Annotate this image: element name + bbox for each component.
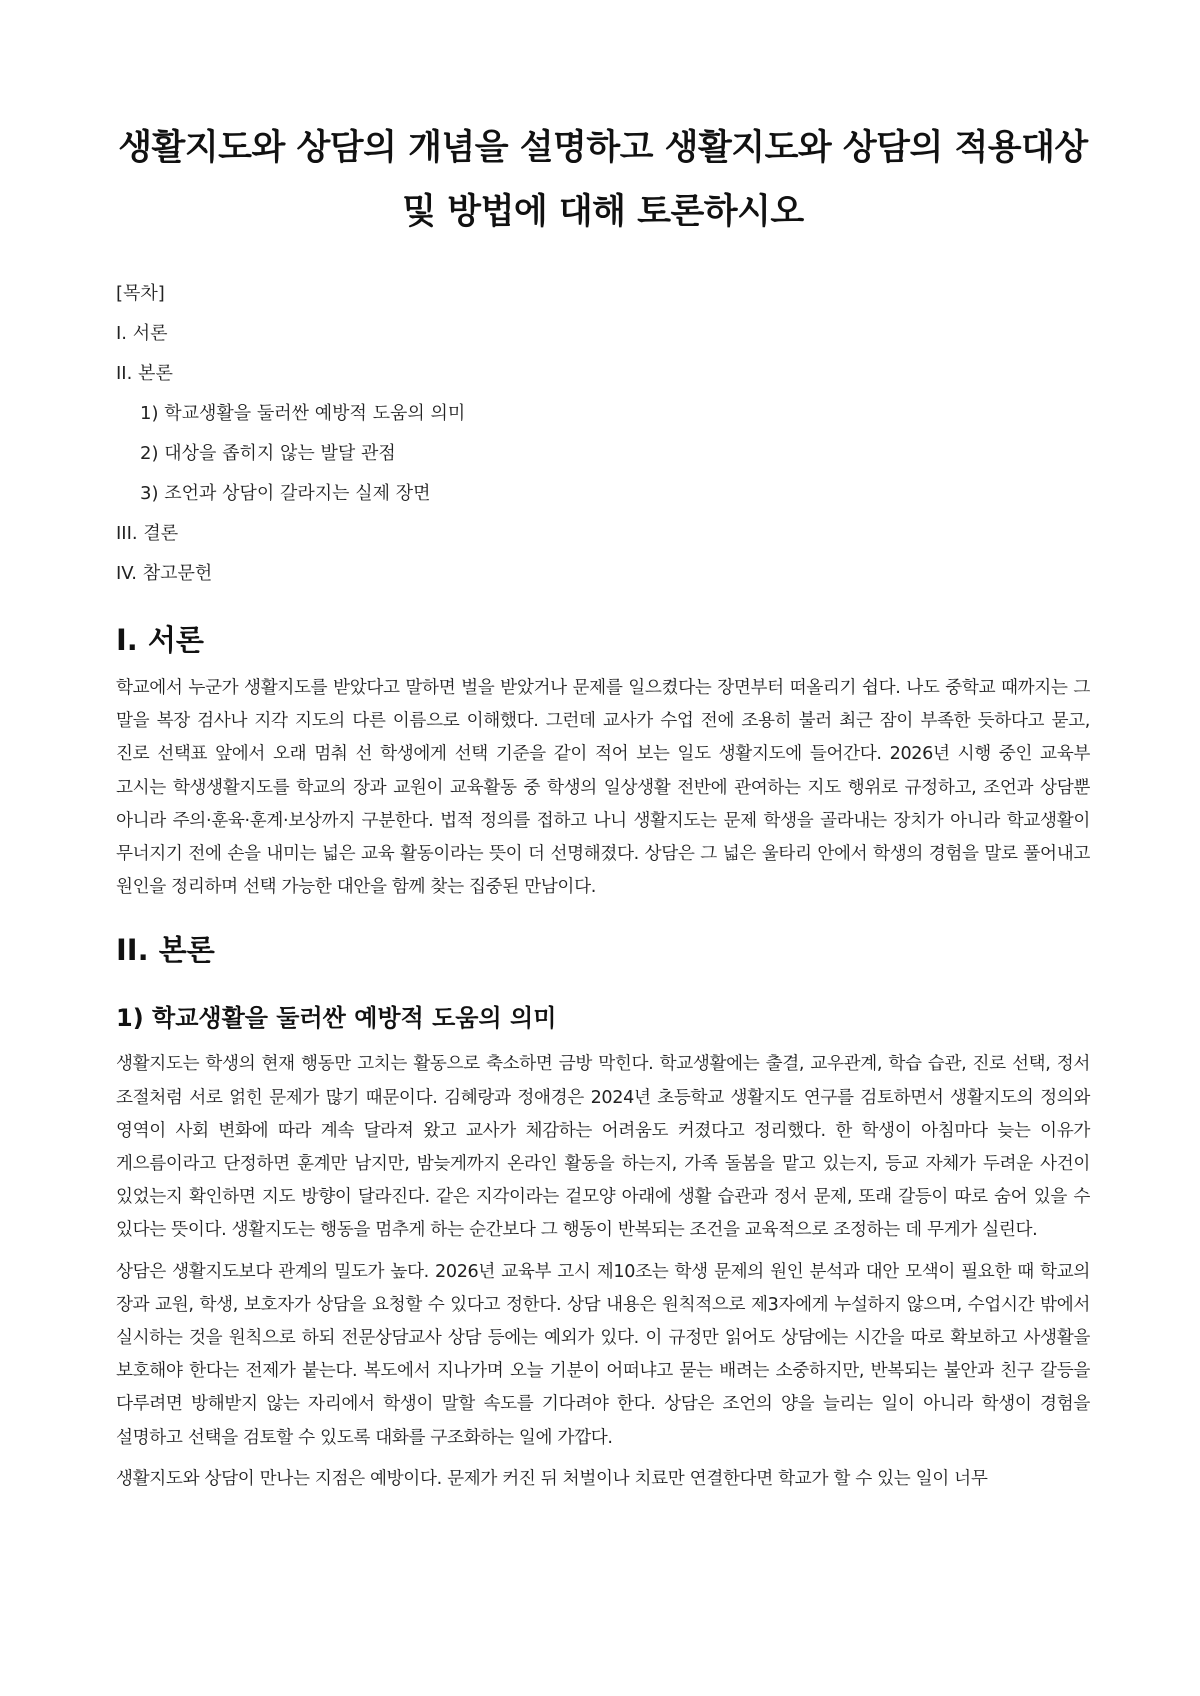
toc-item-main-body: II. 본론 (116, 363, 173, 384)
introduction-paragraph: 학교에서 누군가 생활지도를 받았다고 말하면 벌을 받았거나 문제를 일으켰다는 장면부터 떠올리기 쉽다. 나도 중학교 때까지는 그 말을 복장 검사나 지각 지도의 다른 이름으로 이해했다. 그런데 교사가 수업 전에 조용히 불러 최근 잠이 부족한 듯하다고 묻고, 진로 선택표 앞에서 오래 멈춰 선 학생에게 선택 기준을 같이 적어 보는 일도 생활지도에 들어간다. 2026년 시행 중인 교육부 고시는 학생생활지도를 학교의 장과 교원이 교육활동 중 학생의 일상생활 전반에 관여하는 지도 행위로 규정하고, 조언과 상담뿐 아니라 주의·훈육·훈계·보상까지 구분한다. 법적 정의를 접하고 나니 생활지도는 문제 학생을 골라내는 장치가 아니라 학교생활이 무너지기 전에 손을 내미는 넓은 교육 활동이라는 뜻이 더 선명해졌다. 상담은 그 넓은 울타리 안에서 학생의 경험을 말로 풀어내고 원인을 정리하며 선택 가능한 대안을 함께 찾는 집중된 만남이다. (116, 678, 1090, 898)
toc-label: [목차] (116, 283, 165, 304)
toc-item-subsection-3: 3) 조언과 상담이 갈라지는 실제 장면 (140, 483, 431, 504)
body-paragraph-3: 생활지도와 상담이 만나는 지점은 예방이다. 문제가 커진 뒤 처벌이나 치료만 연결한다면 학교가 할 수 있는 일이 너무 (116, 1468, 988, 1489)
toc-item-conclusion: III. 결론 (116, 523, 179, 544)
toc-item-subsection-2: 2) 대상을 좁히지 않는 발달 관점 (140, 443, 396, 464)
subsection-heading-1: 1) 학교생활을 둘러싼 예방적 도움의 의미 (116, 1004, 557, 1033)
body-paragraph-2: 상담은 생활지도보다 관계의 밀도가 높다. 2026년 교육부 고시 제10조는 학생 문제의 원인 분석과 대안 모색이 필요한 때 학교의 장과 교원, 학생, 보호자가 상담을 요청할 수 있다고 정한다. 상담 내용은 원칙적으로 제3자에게 누설하지 않으며, 수업시간 밖에서 실시하는 것을 원칙으로 하되 전문상담교사 상담 등에는 예외가 있다. 이 규정만 읽어도 상담에는 시간을 따로 확보하고 사생활을 보호해야 한다는 전제가 붙는다. 복도에서 지나가며 오늘 기분이 어떠냐고 묻는 배려는 소중하지만, 반복되는 불안과 친구 갈등을 다루려면 방해받지 않는 자리에서 학생이 말할 속도를 기다려야 한다. 상담은 조언의 양을 늘리는 일이 아니라 학생이 경험을 설명하고 선택을 검토할 수 있도록 대화를 구조화하는 일에 가깝다. (116, 1261, 1090, 1448)
document-title: 생활지도와 상담의 개념을 설명하고 생활지도와 상담의 적용대상 및 방법에 대해 토론하시오 (118, 128, 1088, 232)
section-heading-main-body: II. 본론 (116, 933, 215, 968)
toc-item-subsection-1: 1) 학교생활을 둘러싼 예방적 도움의 의미 (140, 403, 466, 424)
section-heading-introduction: I. 서론 (116, 623, 204, 657)
table-of-contents (116, 274, 1090, 594)
body-paragraph-1: 생활지도는 학생의 현재 행동만 고치는 활동으로 축소하면 금방 막힌다. 학교생활에는 출결, 교우관계, 학습 습관, 진로 선택, 정서 조절처럼 서로 얽힌 문제가 많기 때문이다. 김혜랑과 정애경은 2024년 초등학교 생활지도 연구를 검토하면서 생활지도의 정의와 영역이 사회 변화에 따라 계속 달라져 왔고 교사가 체감하는 어려움도 커졌다고 정리했다. 한 학생이 아침마다 늦는 이유가 게으름이라고 단정하면 훈계만 남지만, 밤늦게까지 온라인 활동을 하는지, 가족 돌봄을 맡고 있는지, 등교 자체가 두려운 사건이 있었는지 확인하면 지도 방향이 달라진다. 같은 지각이라는 겉모양 아래에 생활 습관과 정서 문제, 또래 갈등이 따로 숨어 있을 수 있다는 뜻이다. 생활지도는 행동을 멈추게 하는 순간보다 그 행동이 반복되는 조건을 교육적으로 조정하는 데 무게가 실린다. (116, 1054, 1090, 1241)
toc-item-introduction: I. 서론 (116, 323, 168, 344)
toc-item-references: IV. 참고문헌 (116, 563, 213, 584)
